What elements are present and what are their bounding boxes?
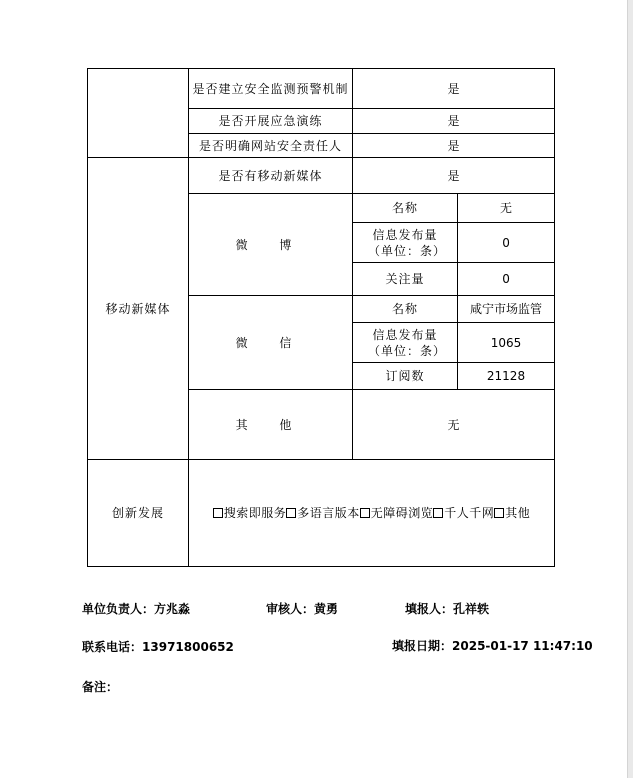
row-label-responsible: 是否明确网站安全责任人: [189, 134, 353, 158]
weibo-follow-label: 关注量: [353, 263, 458, 296]
checkbox-search-service[interactable]: 搜索即服务: [213, 506, 287, 520]
checkbox-icon: [494, 508, 504, 518]
mobile-has-label: 是否有移动新媒体: [189, 158, 353, 194]
weibo-label: 微 博: [189, 194, 353, 296]
weibo-name-value: 无: [458, 194, 555, 223]
fill-date: 填报日期：2025-01-17 11:47:10: [392, 639, 593, 653]
checkbox-personalized[interactable]: 千人千网: [433, 506, 494, 520]
row-label-monitoring: 是否建立安全监测预警机制: [189, 69, 353, 109]
wechat-label: 微 信: [189, 296, 353, 390]
weibo-name-label: 名称: [353, 194, 458, 223]
row-label-drill: 是否开展应急演练: [189, 109, 353, 134]
checkbox-other[interactable]: 其他: [494, 506, 530, 520]
other-value: 无: [353, 390, 555, 460]
checkbox-icon: [433, 508, 443, 518]
report-table: [87, 68, 555, 567]
checkbox-accessibility[interactable]: 无障碍浏览: [360, 506, 434, 520]
checkbox-icon: [286, 508, 296, 518]
other-label: 其 他: [189, 390, 353, 460]
mobile-section-label: 移动新媒体: [88, 158, 189, 460]
mobile-has-value: 是: [353, 158, 555, 194]
row-value-drill: 是: [353, 109, 555, 134]
weibo-posts-value: 0: [458, 223, 555, 263]
filler: 填报人：孔祥轶: [405, 602, 490, 616]
weibo-posts-label: 信息发布量（单位：条）: [353, 223, 458, 263]
unit-head: 单位负责人：方兆淼: [82, 602, 191, 616]
weibo-follow-value: 0: [458, 263, 555, 296]
wechat-subs-value: 21128: [458, 363, 555, 390]
reviewer: 审核人：黄勇: [266, 602, 339, 616]
page-edge: [627, 0, 633, 778]
row-value-monitoring: 是: [353, 69, 555, 109]
wechat-posts-value: 1065: [458, 323, 555, 363]
wechat-name-value: 咸宁市场监管: [458, 296, 555, 323]
remarks: 备注：: [82, 680, 119, 694]
blank-section-cell: [88, 69, 189, 158]
contact-phone: 联系电话：13971800652: [82, 640, 234, 654]
checkbox-multilingual[interactable]: 多语言版本: [286, 506, 360, 520]
wechat-name-label: 名称: [353, 296, 458, 323]
checkbox-icon: [213, 508, 223, 518]
wechat-subs-label: 订阅数: [353, 363, 458, 390]
innovation-section-label: 创新发展: [88, 460, 189, 567]
checkbox-icon: [360, 508, 370, 518]
row-value-responsible: 是: [353, 134, 555, 158]
wechat-posts-label: 信息发布量（单位：条）: [353, 323, 458, 363]
innovation-options: [189, 460, 555, 567]
